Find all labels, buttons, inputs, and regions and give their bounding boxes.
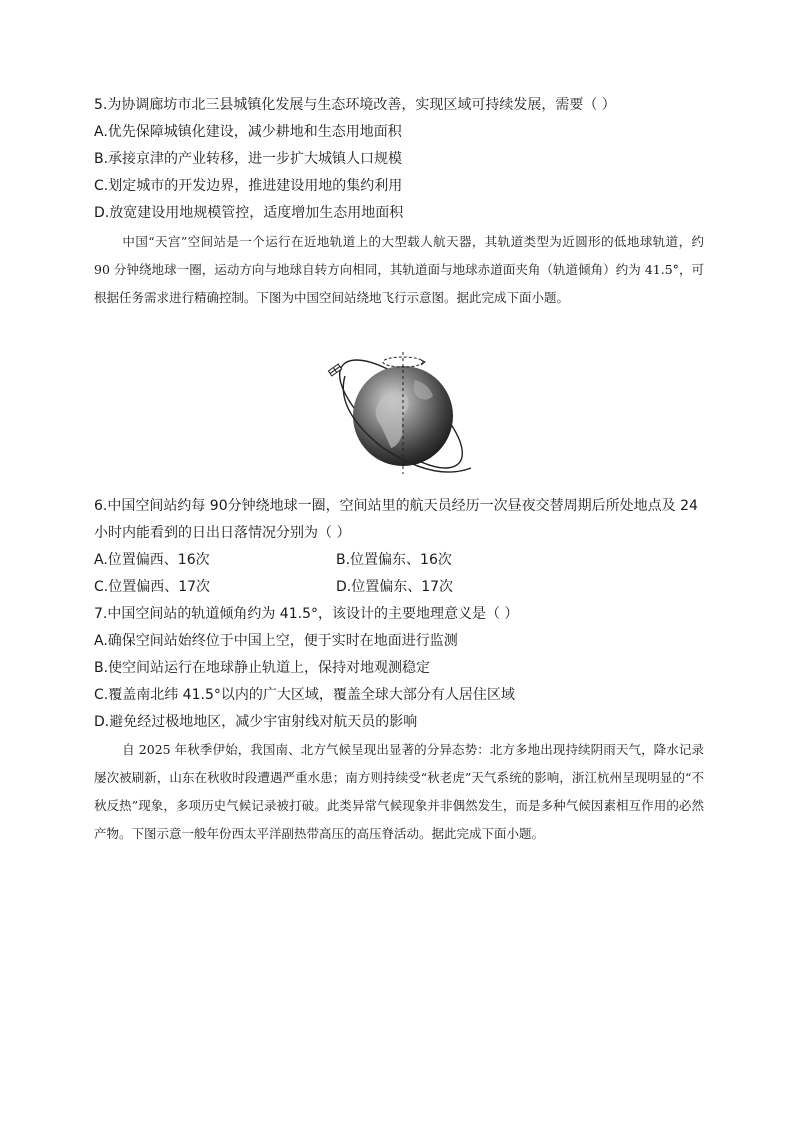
q6-stem-line2: 小时内能看到的日出日落情况分别为（ ） [94, 525, 351, 541]
q7-option-d: D.避免经过极地地区，减少宇宙射线对航天员的影响 [94, 714, 418, 730]
q5-stem: 5.为协调廊坊市北三县城镇化发展与生态环境改善，实现区域可持续发展，需要（ ） [94, 97, 616, 113]
q6-options-row1 [94, 551, 654, 569]
q5-option-b: B.承接京津的产业转移，进一步扩大城镇人口规模 [94, 151, 403, 167]
space-station-orbit-figure [325, 350, 477, 478]
q7-option-c: C.覆盖南北纬 41.5°以内的广大区域，覆盖全球大部分有人居住区域 [94, 687, 515, 703]
q7-option-a: A.确保空间站始终位于中国上空，便于实时在地面进行监测 [94, 633, 458, 649]
q6-options-row2 [94, 578, 654, 596]
q6-option-c: C.位置偏西、17次 [94, 579, 211, 595]
passage-space-station [94, 228, 704, 312]
q6-option-d: D.位置偏东、17次 [336, 579, 454, 595]
q5-option-a: A.优先保障城镇化建设，减少耕地和生态用地面积 [94, 124, 402, 140]
q6-stem-line1: 6.中国空间站约每 90分钟绕地球一圈，空间站里的航天员经历一次昼夜交替周期后所处地点及 24 [94, 498, 698, 514]
q5-option-d: D.放宽建设用地规模管控，适度增加生态用地面积 [94, 205, 404, 221]
q7-stem: 7.中国空间站的轨道倾角约为 41.5°，该设计的主要地理意义是（ ） [94, 606, 519, 622]
q6-option-b: B.位置偏东、16次 [336, 552, 452, 568]
passage-climate [94, 736, 704, 848]
q7-option-b: B.使空间站运行在地球静止轨道上，保持对地观测稳定 [94, 660, 431, 676]
q6-option-a: A.位置偏西、16次 [94, 552, 210, 568]
passage-climate-text: 自 2025 年秋季伊始，我国南、北方气候呈现出显著的分异态势：北方多地出现持续阴雨天气，降水记录屡次被刷新，山东在秋收时段遭遇严重水患；南方则持续受“秋老虎”天气系统的影响，浙江杭州呈现明显的“不秋反热”现象，多项历史气候记录被打破。此类异常气候现象并非偶然发生，而是多种气候因素相互作用的必然产物。下图示意一般年份西太平洋副热带高压的高压脊活动。据此完成下面小题。 [94, 742, 704, 841]
passage-space-station-text: 中国“天宫”空间站是一个运行在近地轨道上的大型载人航天器，其轨道类型为近圆形的低地球轨道，约 90 分钟绕地球一圈，运动方向与地球自转方向相同，其轨道面与地球赤道面夹角（轨道倾角）约为 41.5°，可根据任务需求进行精确控制。下图为中国空间站绕地飞行示意图。据此完成下面小题。 [94, 234, 704, 305]
q5-option-c: C.划定城市的开发边界，推进建设用地的集约利用 [94, 178, 403, 194]
